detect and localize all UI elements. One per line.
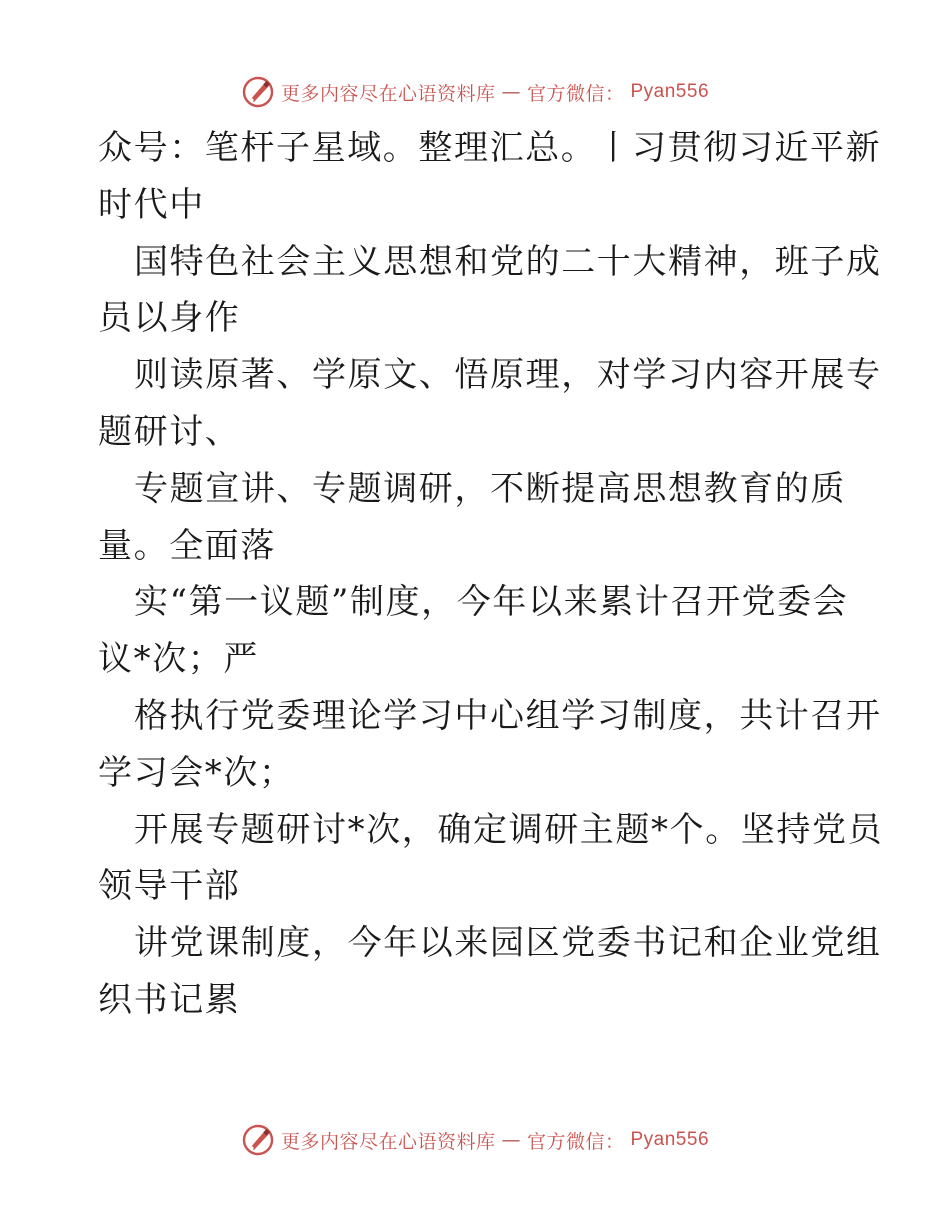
body-line: 学习会*次； [98, 752, 295, 793]
body-line: 开展专题研讨*次，确定调研主题*个。坚持党员 [134, 809, 884, 850]
document-body [98, 120, 884, 1029]
footer-watermark [0, 1120, 950, 1160]
watermark-text: 更多内容尽在心语资料库 [280, 1130, 496, 1153]
body-line: 则读原著、学原文、悟原理，对学习内容开展专 [134, 355, 882, 396]
watermark-text: 更多内容尽在心语资料库 [280, 82, 496, 105]
body-line: 专题宣讲、专题调研，不断提高思想教育的质 [134, 468, 846, 509]
body-line: 讲党课制度，今年以来园区党委书记和企业党组 [134, 923, 882, 964]
pen-logo-icon [241, 75, 275, 109]
header-watermark [0, 72, 950, 112]
body-line: 员以身作 [98, 298, 241, 339]
body-line: 格执行党委理论学习中心组学习制度，共计召开 [134, 695, 882, 736]
body-line: 题研讨、 [98, 411, 241, 452]
watermark-group [241, 1123, 709, 1157]
body-line: 实“第一议题”制度，今年以来累计召开党委会 [134, 582, 849, 623]
pen-logo-icon [241, 1123, 275, 1157]
body-line: 国特色社会主义思想和党的二十大精神，班子成 [134, 241, 882, 282]
watermark-wechat-id: Pyan556 [630, 81, 710, 102]
watermark-wechat-label: 官方微信： [526, 82, 625, 105]
body-line: 织书记累 [98, 979, 241, 1020]
body-line: 时代中 [98, 184, 205, 225]
body-line: 量。全面落 [98, 525, 276, 566]
watermark-wechat-label: 官方微信： [526, 1130, 625, 1153]
watermark-group [241, 75, 709, 109]
body-line: 领导干部 [98, 866, 241, 907]
watermark-separator: — [501, 81, 521, 103]
watermark-wechat-id: Pyan556 [630, 1129, 710, 1150]
body-line: 议*次；严 [98, 639, 259, 680]
body-line: 众号：笔杆子星域。整理汇总。丨习贯彻习近平新 [98, 128, 882, 168]
watermark-separator: — [501, 1129, 521, 1151]
